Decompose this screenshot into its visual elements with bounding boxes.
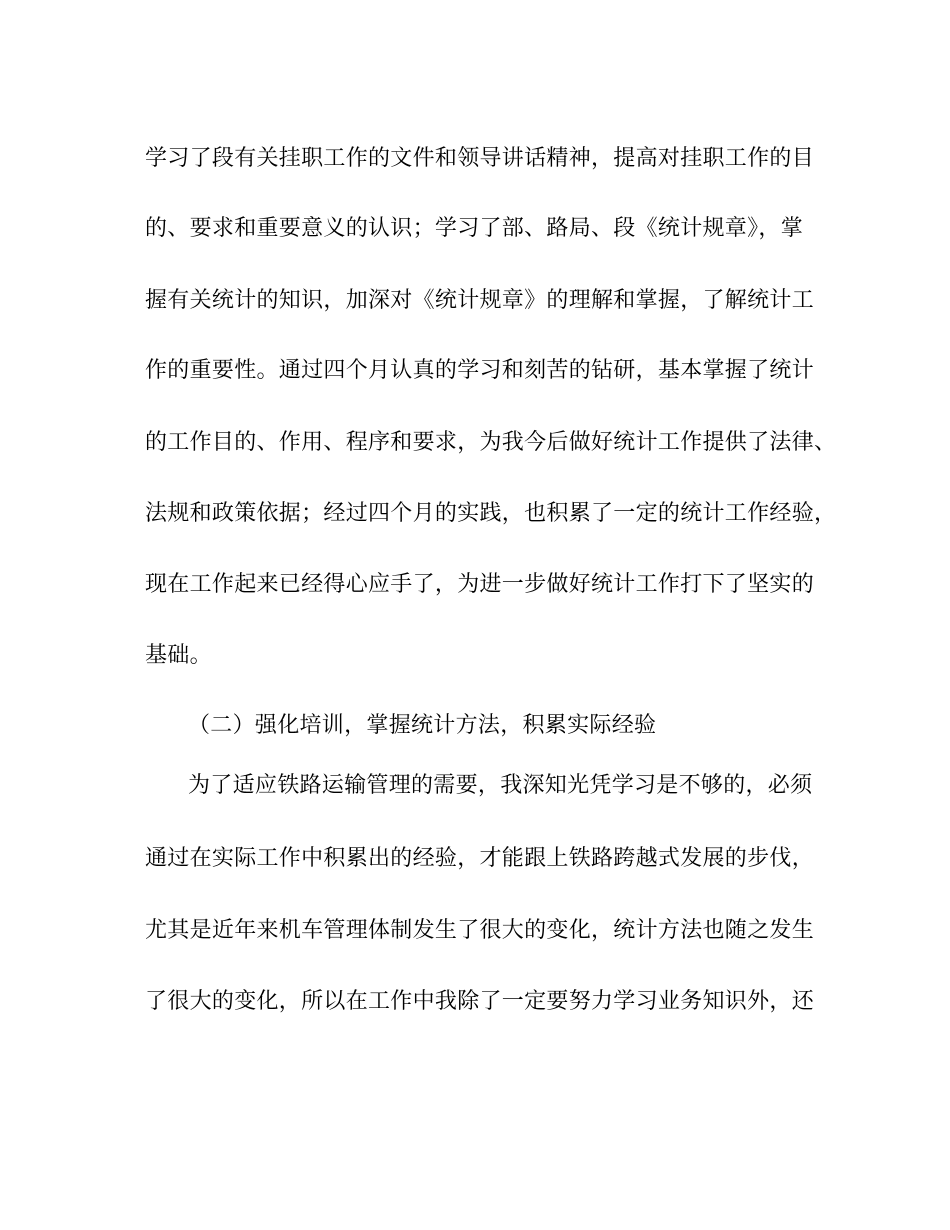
paragraph-2-line-3: 尤其是近年来机车管理体制发生了很大的变化，统计方法也随之发生 (145, 918, 815, 943)
paragraph-1-line-1: 学习了段有关挂职工作的文件和领导讲话精神，提高对挂职工作的目 (145, 146, 815, 171)
paragraph-2-line-1: 为了适应铁路运输管理的需要，我深知光凭学习是不够的，必须 (188, 773, 813, 798)
paragraph-2-line-4: 了很大的变化，所以在工作中我除了一定要努力学习业务知识外，还 (145, 989, 815, 1014)
paragraph-1-line-5: 的工作目的、作用、程序和要求，为我今后做好统计工作提供了法律、 (145, 430, 837, 455)
section-heading: （二）强化培训，掌握统计方法，积累实际经验 (188, 713, 657, 738)
paragraph-1-line-2: 的、要求和重要意义的认识；学习了部、路局、段《统计规章》，掌 (145, 216, 804, 241)
paragraph-2-line-2: 通过在实际工作中积累出的经验，才能跟上铁路跨越式发展的步伐， (145, 846, 815, 871)
paragraph-1-line-8: 基础。 (145, 643, 212, 668)
paragraph-1-line-7: 现在工作起来已经得心应手了，为进一步做好统计工作打下了坚实的 (145, 572, 815, 597)
paragraph-1-line-4: 作的重要性。通过四个月认真的学习和刻苦的钻研，基本掌握了统计 (145, 358, 815, 383)
paragraph-1-line-6: 法规和政策依据；经过四个月的实践，也积累了一定的统计工作经验， (145, 501, 837, 526)
paragraph-1-line-3: 握有关统计的知识，加深对《统计规章》的理解和掌握，了解统计工 (145, 288, 815, 313)
